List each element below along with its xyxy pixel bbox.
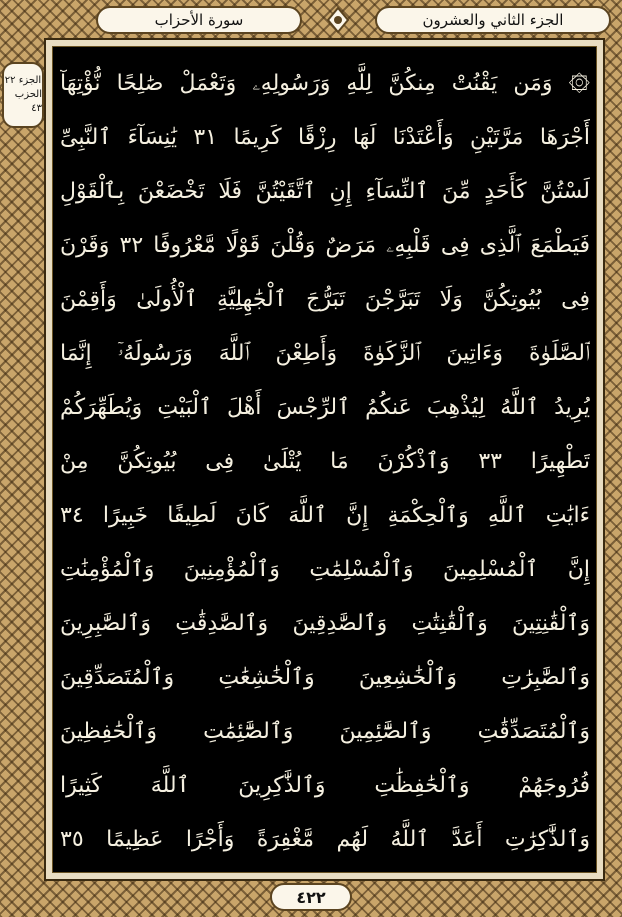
- verse-line-text: لَسْتُنَّ كَأَحَدٍ مِّنَ ٱلنِّسَآءِ إِنِ ٱتَّقَيْتُنَّ فَلَا تَخْضَعْنَ بِٱلْقَوْلِ: [60, 178, 590, 204]
- header-ornament-icon: [303, 4, 373, 36]
- page-number-label: ٤٢٢: [296, 887, 326, 907]
- juz-hizb-marker: [2, 62, 44, 128]
- verse-line-text: يُرِيدُ ٱللَّهُ لِيُذْهِبَ عَنكُمُ ٱلرِّجْسَ أَهْلَ ٱلْبَيْتِ وَيُطَهِّرَكُمْ: [60, 394, 590, 420]
- surah-header: [96, 6, 302, 34]
- verse-line: [60, 488, 590, 542]
- verse-line-text: وَٱلذَّٰكِرَٰتِ أَعَدَّ ٱللَّهُ لَهُم مَّغْفِرَةً وَأَجْرًا عَظِيمًا ٣٥: [60, 826, 590, 852]
- verse-line: [60, 164, 590, 218]
- verse-line-text: ۞ وَمَن يَقْنُتْ مِنكُنَّ لِلَّهِ وَرَسُولِهِۦ وَتَعْمَلْ صَٰلِحًا نُّؤْتِهَآ: [60, 70, 590, 96]
- verse-line-text: فِى بُيُوتِكُنَّ وَلَا تَبَرَّجْنَ تَبَرُّجَ ٱلْجَٰهِلِيَّةِ ٱلْأُولَىٰ وَأَقِمْنَ: [60, 286, 590, 312]
- verse-line: [60, 380, 590, 434]
- verse-line-text: وَٱلصَّٰبِرَٰتِ وَٱلْخَٰشِعِينَ وَٱلْخَٰشِعَٰتِ وَٱلْمُتَصَدِّقِينَ: [60, 664, 590, 690]
- verse-line-text: ٱلصَّلَوٰةَ وَءَاتِينَ ٱلزَّكَوٰةَ وَأَطِعْنَ ٱللَّهَ وَرَسُولَهُۥٓ إِنَّمَا: [60, 340, 590, 366]
- margin-juz: الجزء ٢٢: [4, 75, 42, 86]
- verse-line: [60, 110, 590, 164]
- verse-line: [60, 704, 590, 758]
- verse-line-text: وَٱلْمُتَصَدِّقَٰتِ وَٱلصَّٰٓئِمِينَ وَٱلصَّٰٓئِمَٰتِ وَٱلْحَٰفِظِينَ: [60, 718, 590, 744]
- juz-label: الجزء الثاني والعشرون: [422, 11, 564, 29]
- verse-line: [60, 56, 590, 110]
- juz-header: [375, 6, 611, 34]
- verse-line: [60, 272, 590, 326]
- verse-line: [60, 758, 590, 812]
- verse-line-text: أَجْرَهَا مَرَّتَيْنِ وَأَعْتَدْنَا لَهَا رِزْقًا كَرِيمًا ٣١ يَٰنِسَآءَ ٱلنَّبِىِّ: [60, 124, 590, 150]
- verse-line-text: فُرُوجَهُمْ وَٱلْحَٰفِظَٰتِ وَٱلذَّٰكِرِينَ ٱللَّهَ كَثِيرًا: [60, 772, 590, 798]
- verse-line: [60, 650, 590, 704]
- verse-line: [60, 596, 590, 650]
- verse-line-text: ءَايَٰتِ ٱللَّهِ وَٱلْحِكْمَةِ إِنَّ ٱللَّهَ كَانَ لَطِيفًا خَبِيرًا ٣٤: [60, 502, 590, 528]
- page-number: [270, 883, 352, 911]
- verse-line: [60, 812, 590, 866]
- verse-line: [60, 542, 590, 596]
- verse-line: [60, 434, 590, 488]
- verse-line: [60, 218, 590, 272]
- verse-line-text: فَيَطْمَعَ ٱلَّذِى فِى قَلْبِهِۦ مَرَضٌ وَقُلْنَ قَوْلًا مَّعْرُوفًا ٣٢ وَقَرْنَ: [60, 232, 590, 258]
- margin-hizb: الحزب ٤٣: [14, 89, 42, 114]
- verse-lines: [60, 56, 590, 866]
- verse-line-text: تَطْهِيرًا ٣٣ وَٱذْكُرْنَ مَا يُتْلَىٰ فِى بُيُوتِكُنَّ مِنْ: [60, 448, 590, 474]
- verse-line-text: وَٱلْقَٰنِتِينَ وَٱلْقَٰنِتَٰتِ وَٱلصَّٰدِقِينَ وَٱلصَّٰدِقَٰتِ وَٱلصَّٰبِرِينَ: [60, 610, 590, 636]
- verse-line: [60, 326, 590, 380]
- surah-label: سورة الأحزاب: [154, 11, 244, 29]
- verse-line-text: إِنَّ ٱلْمُسْلِمِينَ وَٱلْمُسْلِمَٰتِ وَٱلْمُؤْمِنِينَ وَٱلْمُؤْمِنَٰتِ: [60, 556, 590, 582]
